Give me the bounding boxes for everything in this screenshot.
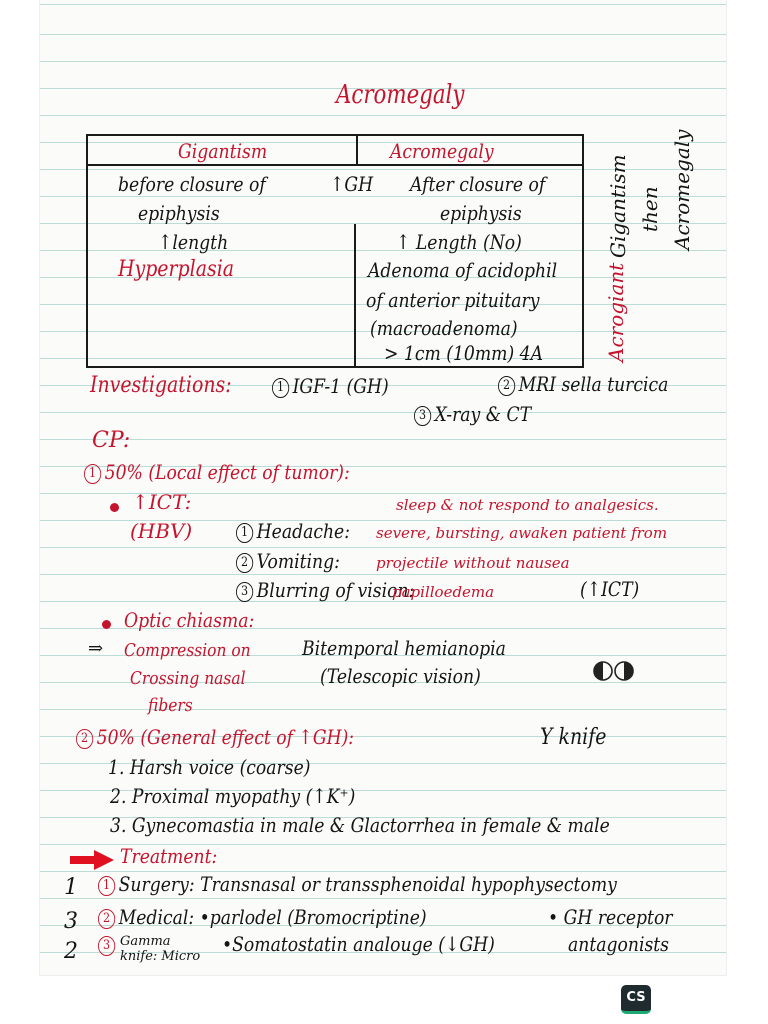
symptom-3-ict: (↑ICT) bbox=[580, 577, 640, 601]
page-title: Acromegaly bbox=[336, 80, 465, 110]
arrow-icon: ⇒ bbox=[88, 638, 104, 659]
camscanner-logo: CS bbox=[621, 985, 651, 1014]
symptom-3-detail: papilloedema bbox=[392, 583, 495, 601]
local-effect-heading: 1 50% (Local effect of tumor): bbox=[84, 462, 350, 484]
treatment-medical: 2 Medical: •parlodel (Bromocriptine) bbox=[98, 907, 427, 929]
ict-label: ↑ICT: bbox=[132, 490, 192, 514]
table-border-top bbox=[86, 134, 584, 136]
general-effect-2: 2. Proximal myopathy (↑K⁺) bbox=[110, 784, 356, 808]
bitemporal-label: Bitemporal hemianopia bbox=[302, 636, 506, 660]
symptom-3: 3 Blurring of vision: bbox=[236, 580, 414, 602]
side-note-acrogiant: Acrogiant bbox=[604, 262, 628, 362]
red-arrow-icon bbox=[68, 848, 116, 872]
table-border-right bbox=[582, 134, 584, 368]
bullet-ict bbox=[110, 503, 119, 512]
gig-line-3: ↑length bbox=[158, 230, 229, 254]
investigations-heading: Investigations: bbox=[90, 373, 232, 398]
symptom-2: 2 Vomiting: bbox=[236, 551, 340, 573]
treatment-surgery: 1 Surgery: Transnasal or transsphenoidal hypophysectomy bbox=[98, 874, 617, 896]
table-divider-header bbox=[356, 134, 358, 166]
bullet-optic bbox=[102, 620, 111, 629]
notebook-page bbox=[40, 0, 726, 975]
treatment-gamma: 3 bbox=[98, 934, 119, 956]
general-effect-heading: 2 50% (General effect of ↑GH): bbox=[76, 727, 354, 749]
header-gigantism: Gigantism bbox=[178, 139, 268, 163]
investigation-3: 3 X-ray & CT bbox=[414, 404, 531, 426]
gamma-label-2: knife: Micro bbox=[120, 949, 201, 964]
table-border-bottom bbox=[86, 366, 584, 368]
gamma-label-1: Gamma bbox=[120, 934, 171, 949]
acro-line-2: epiphysis bbox=[440, 201, 522, 225]
hbv-label: (HBV) bbox=[130, 519, 193, 543]
optic-chiasma-label: Optic chiasma: bbox=[124, 608, 255, 632]
side-note-then: then bbox=[638, 186, 662, 232]
gig-line-4: Hyperplasia bbox=[118, 257, 235, 282]
investigation-1: 1 IGF-1 (GH) bbox=[272, 376, 389, 398]
table-border-left bbox=[86, 134, 88, 368]
y-knife-label: Y knife bbox=[540, 725, 607, 750]
symptom-1: 1 Headache: bbox=[236, 521, 350, 543]
acro-line-3: ↑ Length (No) bbox=[396, 230, 522, 254]
table-header-rule bbox=[86, 164, 584, 166]
gig-line-1: before closure of bbox=[118, 172, 266, 196]
compression-line-3: fibers bbox=[148, 695, 193, 716]
treatment-rank-3: 3 bbox=[64, 909, 78, 934]
telescopic-label: (Telescopic vision) bbox=[320, 664, 481, 688]
side-note-gigantism: Gigantism bbox=[606, 154, 630, 258]
somatostatin-label: •Somatostatin analouge (↓GH) bbox=[222, 932, 495, 956]
headache-note: sleep & not respond to analgesics. bbox=[396, 496, 659, 514]
treatment-gh-receptor: • GH receptor bbox=[548, 905, 673, 929]
acro-line-5: of anterior pituitary bbox=[366, 288, 540, 312]
table-divider-body bbox=[354, 224, 356, 368]
antagonists-label: antagonists bbox=[568, 932, 670, 956]
center-gh: ↑GH bbox=[330, 172, 374, 196]
treatment-rank-2: 2 bbox=[64, 939, 78, 964]
gig-line-2: epiphysis bbox=[138, 201, 220, 225]
compression-line-2: Crossing nasal bbox=[130, 668, 246, 689]
compression-line-1: Compression on bbox=[124, 640, 251, 661]
header-acromegaly: Acromegaly bbox=[390, 139, 494, 163]
acro-line-1: After closure of bbox=[410, 172, 546, 196]
symptom-2-detail: projectile without nausea bbox=[376, 554, 570, 572]
acro-line-7: > 1cm (10mm) 4A bbox=[384, 341, 543, 365]
side-note-acromegaly: Acromegaly bbox=[670, 129, 694, 250]
visual-field-icon bbox=[592, 660, 636, 682]
cp-heading: CP: bbox=[92, 428, 131, 453]
general-effect-1: 1. Harsh voice (coarse) bbox=[108, 755, 311, 779]
general-effect-3: 3. Gynecomastia in male & Glactorrhea in female & male bbox=[110, 813, 610, 837]
treatment-rank-1: 1 bbox=[64, 875, 78, 900]
acro-line-6: (macroadenoma) bbox=[370, 316, 518, 340]
symptom-1-detail: severe, bursting, awaken patient from bbox=[376, 524, 668, 542]
treatment-heading: Treatment: bbox=[120, 844, 218, 868]
investigation-2: 2 MRI sella turcica bbox=[498, 374, 668, 396]
acro-line-4: Adenoma of acidophil bbox=[368, 258, 558, 282]
